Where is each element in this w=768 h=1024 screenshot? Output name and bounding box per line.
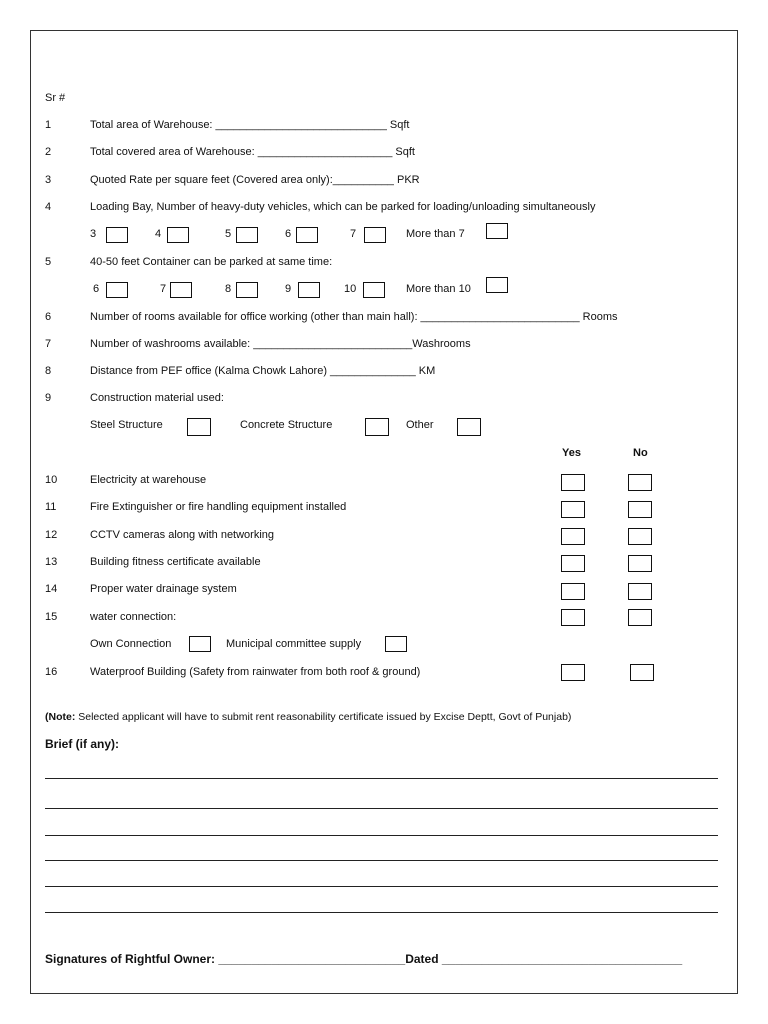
item-text-3: Quoted Rate per square feet (Covered area only):__________ PKR bbox=[90, 174, 420, 186]
yes-checkbox[interactable] bbox=[561, 528, 585, 545]
item-num-15: 15 bbox=[45, 611, 58, 623]
container-option-label: 6 bbox=[93, 283, 100, 295]
container-option-label: 10 bbox=[344, 283, 357, 295]
brief-label: Brief (if any): bbox=[45, 737, 120, 751]
item-text-12: CCTV cameras along with networking bbox=[90, 529, 275, 541]
item-text-1: Total area of Warehouse: ____________________________ Sqft bbox=[90, 119, 410, 131]
loading-option-checkbox[interactable] bbox=[167, 227, 189, 243]
item-text-13: Building fitness certificate available bbox=[90, 556, 261, 568]
container-option-label: 9 bbox=[285, 283, 292, 295]
container-option-checkbox[interactable] bbox=[170, 282, 192, 298]
no-checkbox[interactable] bbox=[628, 609, 652, 626]
yes-column-header: Yes bbox=[562, 447, 581, 459]
item-num-5: 5 bbox=[45, 256, 52, 268]
container-option-checkbox[interactable] bbox=[486, 277, 508, 293]
material-option-label: Concrete Structure bbox=[240, 419, 333, 431]
container-option-checkbox[interactable] bbox=[106, 282, 128, 298]
loading-option-checkbox[interactable] bbox=[236, 227, 258, 243]
material-option-checkbox[interactable] bbox=[457, 418, 481, 436]
item-text-9: Construction material used: bbox=[90, 392, 224, 404]
brief-line[interactable] bbox=[45, 860, 718, 861]
item-num-1: 1 bbox=[45, 119, 52, 131]
loading-option-label: 6 bbox=[285, 228, 292, 240]
material-option-label: Other bbox=[406, 419, 434, 431]
loading-option-label: 4 bbox=[155, 228, 162, 240]
brief-line[interactable] bbox=[45, 778, 718, 779]
loading-option-checkbox[interactable] bbox=[486, 223, 508, 239]
loading-option-label: 5 bbox=[225, 228, 232, 240]
item-num-10: 10 bbox=[45, 474, 58, 486]
item-text-16: Waterproof Building (Safety from rainwater from both roof & ground) bbox=[90, 666, 421, 678]
container-option-label: 8 bbox=[225, 283, 232, 295]
item-text-10: Electricity at warehouse bbox=[90, 474, 207, 486]
sr-header: Sr # bbox=[45, 92, 66, 104]
brief-line[interactable] bbox=[45, 886, 718, 887]
loading-option-checkbox[interactable] bbox=[106, 227, 128, 243]
water-option-label: Municipal committee supply bbox=[226, 638, 362, 650]
brief-line[interactable] bbox=[45, 808, 718, 809]
item-num-7: 7 bbox=[45, 338, 52, 350]
item-num-16: 16 bbox=[45, 666, 58, 678]
no-checkbox[interactable] bbox=[628, 474, 652, 491]
brief-line[interactable] bbox=[45, 912, 718, 913]
signature-line: Signatures of Rightful Owner: ____________________________Dated ____________________________________ bbox=[45, 952, 683, 966]
container-option-checkbox[interactable] bbox=[298, 282, 320, 298]
item-num-9: 9 bbox=[45, 392, 52, 404]
item-num-14: 14 bbox=[45, 583, 58, 595]
no-column-header: No bbox=[633, 447, 648, 459]
loading-option-label: More than 7 bbox=[406, 228, 465, 240]
yes-checkbox[interactable] bbox=[561, 583, 585, 600]
container-option-checkbox[interactable] bbox=[236, 282, 258, 298]
item-num-13: 13 bbox=[45, 556, 58, 568]
water-option-checkbox[interactable] bbox=[385, 636, 407, 652]
item-text-5: 40-50 feet Container can be parked at same time: bbox=[90, 256, 333, 268]
yes-checkbox[interactable] bbox=[561, 555, 585, 572]
container-option-label: 7 bbox=[160, 283, 167, 295]
item-num-4: 4 bbox=[45, 201, 52, 213]
item-text-7: Number of washrooms available: __________________________Washrooms bbox=[90, 338, 471, 350]
item-num-11: 11 bbox=[45, 501, 57, 513]
yes-checkbox[interactable] bbox=[561, 664, 585, 681]
water-option-checkbox[interactable] bbox=[189, 636, 211, 652]
item-num-8: 8 bbox=[45, 365, 52, 377]
item-text-15: water connection: bbox=[90, 611, 177, 623]
material-option-label: Steel Structure bbox=[90, 419, 163, 431]
no-checkbox[interactable] bbox=[628, 528, 652, 545]
no-checkbox[interactable] bbox=[628, 501, 652, 518]
loading-option-label: 7 bbox=[350, 228, 357, 240]
item-text-11: Fire Extinguisher or fire handling equipment installed bbox=[90, 501, 347, 513]
item-text-4: Loading Bay, Number of heavy-duty vehicles, which can be parked for loading/unloading simultaneously bbox=[90, 201, 596, 213]
note-body: Selected applicant will have to submit rent reasonability certificate issued by Excise Deptt, Govt of Punjab) bbox=[75, 711, 572, 723]
item-num-6: 6 bbox=[45, 311, 52, 323]
material-option-checkbox[interactable] bbox=[187, 418, 211, 436]
loading-option-label: 3 bbox=[90, 228, 97, 240]
item-num-2: 2 bbox=[45, 146, 52, 158]
item-num-12: 12 bbox=[45, 529, 58, 541]
note-label: (Note: bbox=[45, 711, 76, 723]
material-option-checkbox[interactable] bbox=[365, 418, 389, 436]
no-checkbox[interactable] bbox=[628, 583, 652, 600]
no-checkbox[interactable] bbox=[630, 664, 654, 681]
container-option-checkbox[interactable] bbox=[363, 282, 385, 298]
item-num-3: 3 bbox=[45, 174, 52, 186]
item-text-6: Number of rooms available for office working (other than main hall): __________________________ Rooms bbox=[90, 311, 618, 323]
container-option-label: More than 10 bbox=[406, 283, 471, 295]
item-text-14: Proper water drainage system bbox=[90, 583, 237, 595]
brief-line[interactable] bbox=[45, 835, 718, 836]
water-option-label: Own Connection bbox=[90, 638, 172, 650]
yes-checkbox[interactable] bbox=[561, 501, 585, 518]
yes-checkbox[interactable] bbox=[561, 609, 585, 626]
yes-checkbox[interactable] bbox=[561, 474, 585, 491]
note-text bbox=[45, 710, 571, 724]
item-text-8: Distance from PEF office (Kalma Chowk Lahore) ______________ KM bbox=[90, 365, 436, 377]
no-checkbox[interactable] bbox=[628, 555, 652, 572]
loading-option-checkbox[interactable] bbox=[296, 227, 318, 243]
item-text-2: Total covered area of Warehouse: ______________________ Sqft bbox=[90, 146, 415, 158]
loading-option-checkbox[interactable] bbox=[364, 227, 386, 243]
